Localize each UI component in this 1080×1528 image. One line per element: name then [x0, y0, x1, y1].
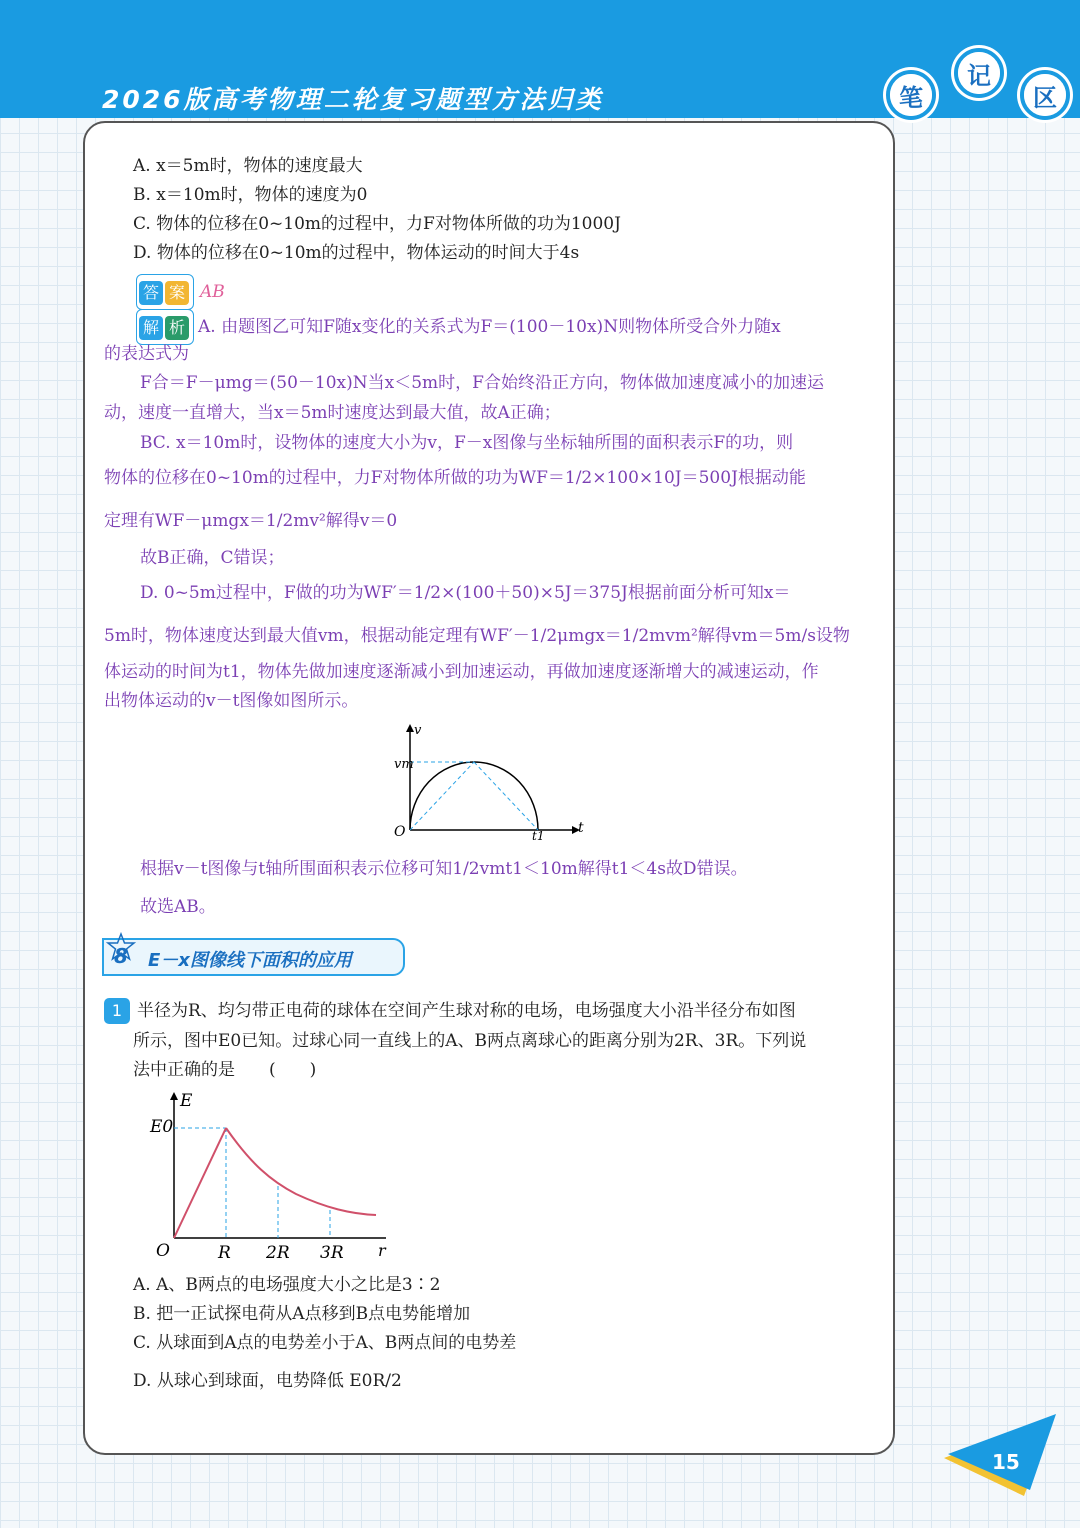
vt-vm-label: vm — [394, 757, 414, 772]
q-option-a: A. A、B两点的电场强度大小之比是3∶2 — [133, 1275, 441, 1295]
option-c: C. 物体的位移在0~10m的过程中，力F对物体所做的功为1000J — [133, 214, 621, 234]
option-d: D. 物体的位移在0~10m的过程中，物体运动的时间大于4s — [133, 243, 580, 263]
page-number: 15 — [992, 1450, 1020, 1474]
analysis-line: 物体的位移在0~10m的过程中，力F对物体所做的功为WF＝1/2×100×10J＝500J根据动能 — [104, 468, 806, 488]
analysis-line: 故B正确，C错误； — [140, 548, 285, 568]
er-e0-label: E0 — [150, 1117, 174, 1137]
analysis-line: D. 0~5m过程中，F做的功为WF′＝1/2×(100＋50)×5J＝375J根据前面分析可知x＝ — [140, 583, 791, 603]
question-line: 所示，图中E0已知。过球心同一直线上的A、B两点离球心的距离分别为2R、3R。下列说 — [133, 1031, 807, 1051]
analysis-tag: 解 析 — [136, 309, 194, 345]
section-banner — [102, 938, 405, 976]
er-tick-3r: 3R — [320, 1243, 344, 1263]
note-badge-1: 笔 — [886, 70, 936, 120]
analysis-line: 根据v－t图像与t轴所围面积表示位移可知1/2vmt1＜10m解得t1＜4s故D错误。 — [140, 859, 748, 879]
er-origin: O — [156, 1241, 170, 1261]
question-line: 法中正确的是 ( ) — [133, 1060, 317, 1080]
question-number: 1 — [104, 998, 130, 1024]
analysis-line: 的表达式为 — [104, 344, 189, 364]
er-decay-curve — [226, 1128, 376, 1215]
vt-y-label: v — [414, 723, 422, 738]
note-badge-2: 记 — [954, 48, 1004, 98]
er-y-arrow — [170, 1092, 178, 1100]
section-number: 8 — [114, 944, 128, 968]
er-x-label: r — [378, 1241, 386, 1260]
answer-tag: 答 案 — [136, 274, 194, 310]
analysis-row — [136, 309, 781, 345]
vt-fall-dashed — [474, 762, 538, 830]
vt-graph — [388, 720, 598, 846]
vt-y-arrow — [406, 724, 414, 732]
star-icon — [106, 932, 136, 962]
analysis-line: 定理有WF－μmgx＝1/2mv²解得v＝0 — [104, 511, 398, 531]
answer-row — [136, 274, 225, 310]
book-title: 2026版高考物理二轮复习题型方法归类 — [102, 85, 604, 114]
er-tick-r: R — [218, 1243, 231, 1263]
vt-x-label: t — [578, 820, 584, 836]
er-tick-2r: 2R — [266, 1243, 290, 1263]
vt-curve — [410, 762, 538, 830]
er-linear-curve — [174, 1128, 226, 1238]
note-badge-3: 区 — [1020, 70, 1070, 120]
q-option-b: B. 把一正试探电荷从A点移到B点电势能增加 — [133, 1304, 471, 1324]
q-option-c: C. 从球面到A点的电势差小于A、B两点间的电势差 — [133, 1333, 517, 1353]
analysis-line: 5m时，物体速度达到最大值vm，根据动能定理有WF′－1/2μmgx＝1/2mvm²解得vm＝5m/s设物 — [104, 626, 850, 646]
analysis-line: A. 由题图乙可知F随x变化的关系式为F＝(100－10x)N则物体所受合外力随x — [198, 317, 781, 337]
analysis-line: 动，速度一直增大，当x＝5m时速度达到最大值，故A正确； — [104, 403, 561, 423]
vt-origin: O — [394, 824, 406, 840]
er-graph — [146, 1086, 396, 1266]
section-title: E－x图像线下面积的应用 — [148, 950, 352, 971]
question-line: 半径为R、均匀带正电荷的球体在空间产生球对称的电场，电场强度大小沿半径分布如图 — [137, 1001, 796, 1021]
analysis-line: BC. x＝10m时，设物体的速度大小为v，F－x图像与坐标轴所围的面积表示F的功，则 — [140, 433, 794, 453]
q-option-d: D. 从球心到球面，电势降低 E0R/2 — [133, 1371, 402, 1391]
analysis-line: F合＝F－μmg＝(50－10x)N当x＜5m时，F合始终沿正方向，物体做加速度减小的加速运 — [140, 373, 824, 393]
vt-t1-label: t1 — [532, 829, 545, 843]
er-y-label: E — [180, 1091, 193, 1111]
option-b: B. x＝10m时，物体的速度为0 — [133, 185, 368, 205]
analysis-line: 出物体运动的v－t图像如图所示。 — [104, 691, 359, 711]
option-a: A. x＝5m时，物体的速度最大 — [133, 156, 363, 176]
answer-value: AB — [200, 282, 225, 302]
vt-rise-dashed — [410, 762, 474, 830]
analysis-line: 故选AB。 — [140, 897, 216, 917]
analysis-line: 体运动的时间为t1，物体先做加速度逐渐减小到加速运动，再做加速度逐渐增大的减速运动，作 — [104, 662, 819, 682]
